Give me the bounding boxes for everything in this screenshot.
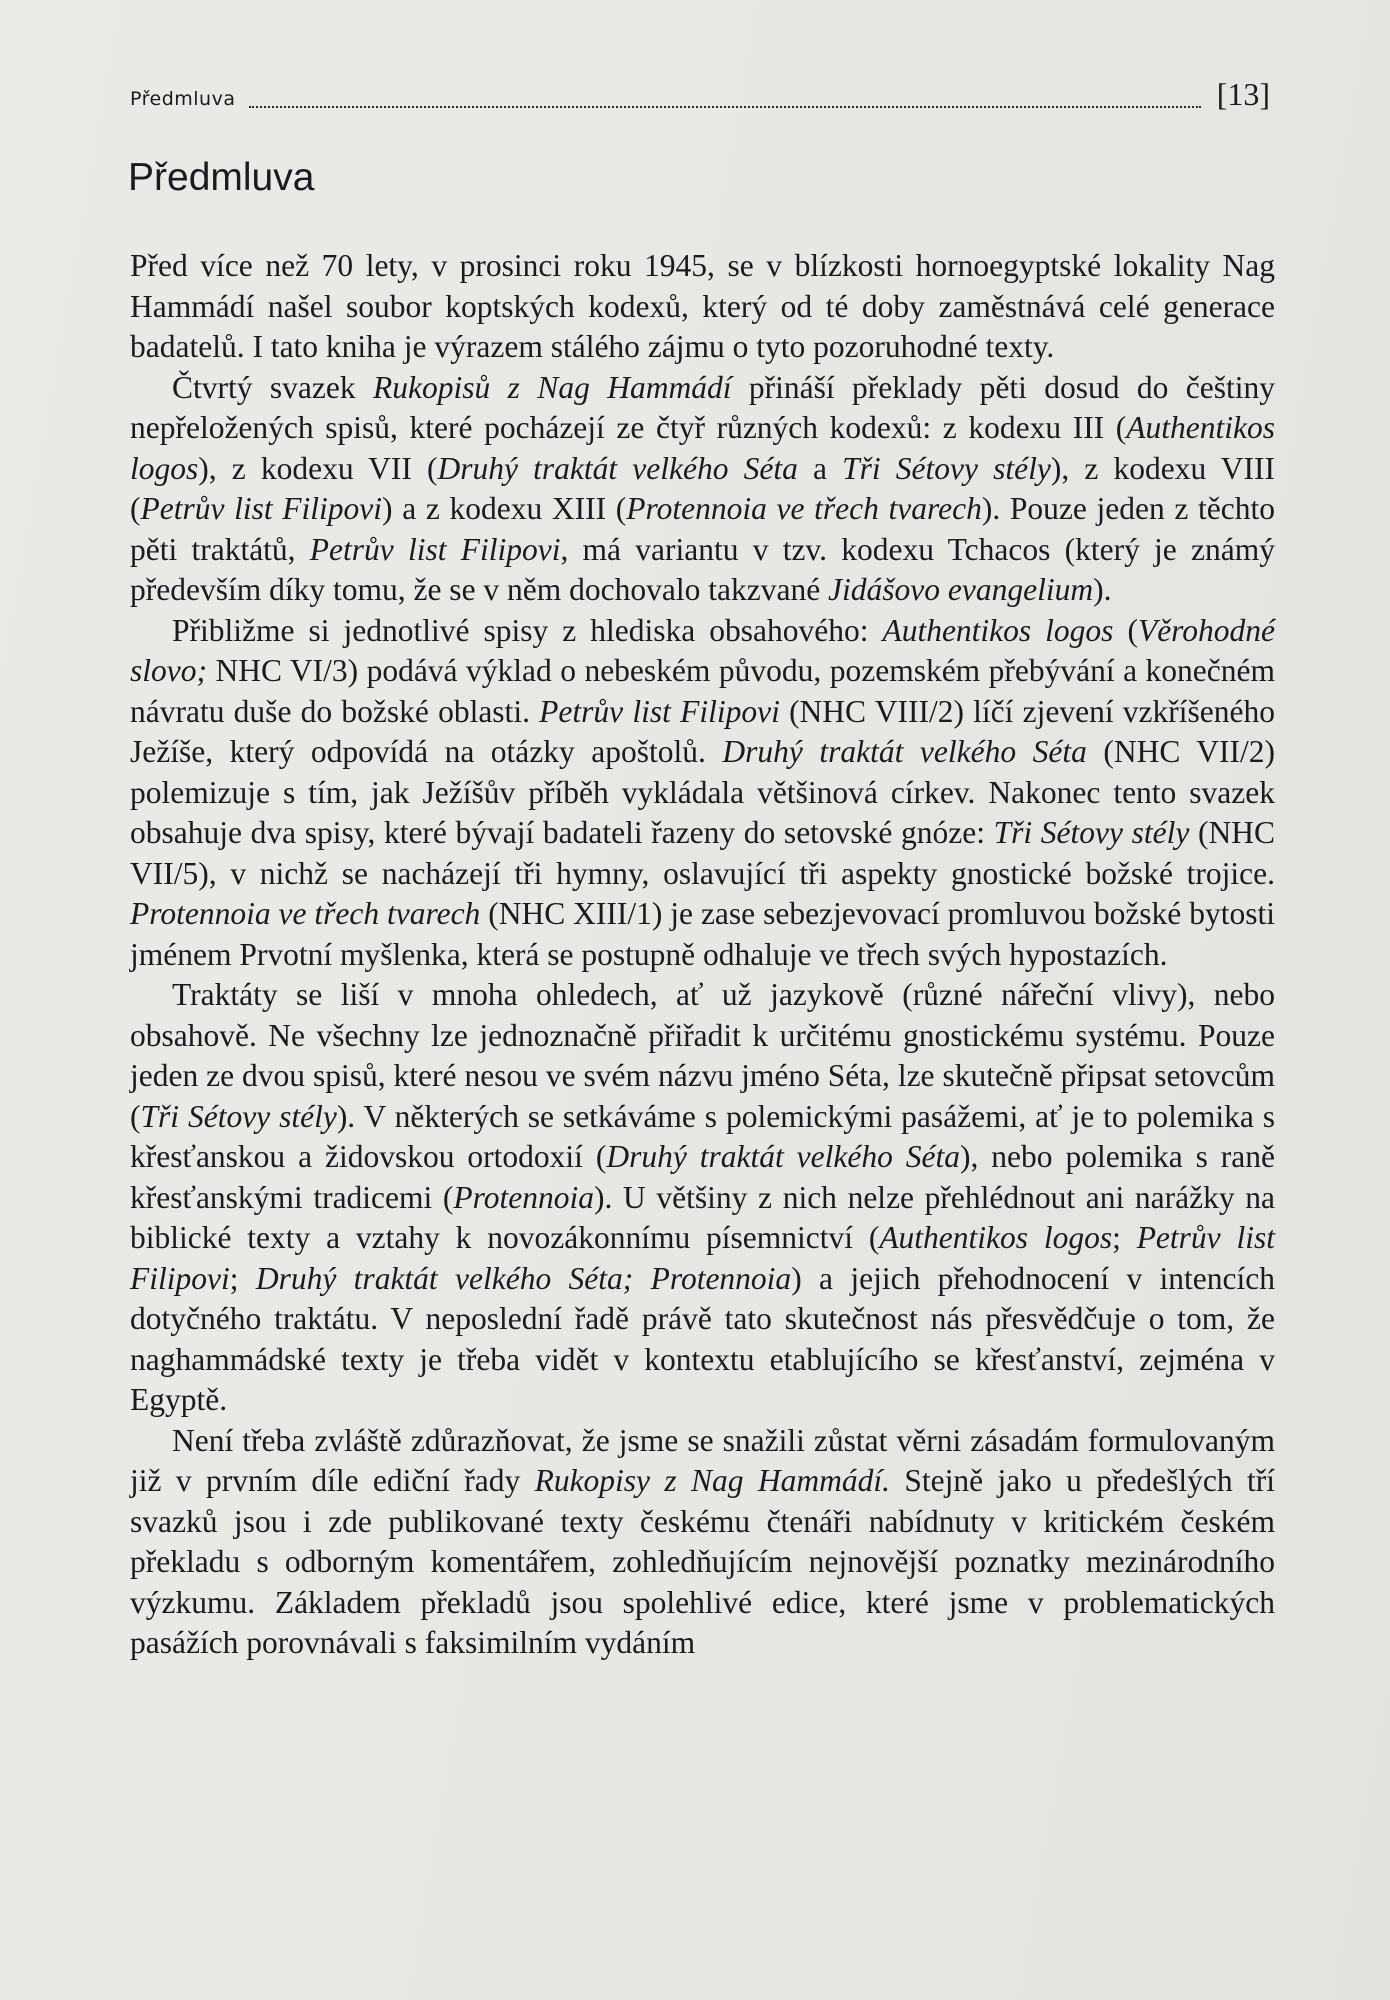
chapter-title: Předmluva — [128, 156, 315, 199]
dot-leader — [249, 106, 1200, 108]
paragraph-3: Přibližme si jednotlivé spisy z hlediska obsahového: Authentikos logos (Věrohodné slovo; NHC VI/3) podává výklad o nebeském původu, pozemském přebývání a konečném návratu duše do božské oblasti. Petrův list Filipovi (NHC VIII/2) líčí zjevení vzkříšeného Ježíše, který odpovídá na otázky apoštolů. Druhý traktát velkého Séta (NHC VII/2) polemizuje s tím, jak Ježíšův příběh vykládala většinová církev. Nakonec tento svazek obsahuje dva spisy, které bývají badateli řazeny do setovské gnóze: Tři Sétovy stély (NHC VII/5), v nichž se nacházejí tři hymny, oslavující tři aspekty gnostické božské trojice. Protennoia ve třech tvarech (NHC XIII/1) je zase sebezjevovací promluvou božské bytosti jménem Prvotní myšlenka, která se postupně odhaluje ve třech svých hypostazích. — [130, 612, 1275, 972]
running-head-title: Předmluva — [130, 88, 236, 110]
body-text — [130, 246, 1275, 1664]
paragraph-5: Není třeba zvláště zdůrazňovat, že jsme se snažili zůstat věrni zásadám formulovaným již v prvním díle ediční řady Rukopisy z Nag Hammádí. Stejně jako u předešlých tří svazků jsou i zde publikované texty českému čtenáři nabídnuty v kritickém českém překladu s odborným komentářem, zohledňujícím nejnovější poznatky mezinárodního výzkumu. Základem překladů jsou spolehlivé edice, které jsme v problematických pasážích porovnávali s faksimilním vydáním — [130, 1422, 1275, 1660]
paragraph-4: Traktáty se liší v mnoha ohledech, ať už jazykově (různé nářeční vlivy), nebo obsahově. Ne všechny lze jednoznačně přiřadit k určitému gnostickému systému. Pouze jeden ze dvou spisů, které nesou ve svém názvu jméno Séta, lze skutečně připsat setovcům (Tři Sétovy stély). V některých se setkáváme s polemickými pasážemi, ať je to polemika s křesťanskou a židovskou ortodoxií (Druhý traktát velkého Séta), nebo polemika s raně křesťanskými tradicemi (Protennoia). U většiny z nich nelze přehlédnout ani narážky na biblické texty a vztahy k novozákonnímu písemnictví (Authentikos logos; Petrův list Filipovi; Druhý traktát velkého Séta; Protennoia) a jejich přehodnocení v intencích dotyčného traktátu. V neposlední řadě právě tato skutečnost nás přesvědčuje o tom, že naghammádské texty je třeba vidět v kontextu etablujícího se křesťanství, zejména v Egyptě. — [130, 977, 1275, 1417]
running-head — [130, 76, 1270, 120]
page-number: [13] — [1216, 76, 1270, 112]
paragraph-1: Před více než 70 lety, v prosinci roku 1945, se v blízkosti hornoegyptské lokality Nag Hammádí našel soubor koptských kodexů, který od té doby zaměstnává celé generace badatelů. I tato kniha je výrazem stálého zájmu o tyto pozoruhodné texty. — [130, 248, 1275, 364]
paragraph-2: Čtvrtý svazek Rukopisů z Nag Hammádí přináší překlady pěti dosud do češtiny nepřeložených spisů, které pocházejí ze čtyř různých kodexů: z kodexu III (Authentikos logos), z kodexu VII (Druhý traktát velkého Séta a Tři Sétovy stély), z kodexu VIII (Petrův list Filipovi) a z kodexu XIII (Protennoia ve třech tvarech). Pouze jeden z těchto pěti traktátů, Petrův list Filipovi, má variantu v tzv. kodexu Tchacos (který je známý především díky tomu, že se v něm dochovalo takzvané Jidášovo evangelium). — [130, 369, 1276, 607]
